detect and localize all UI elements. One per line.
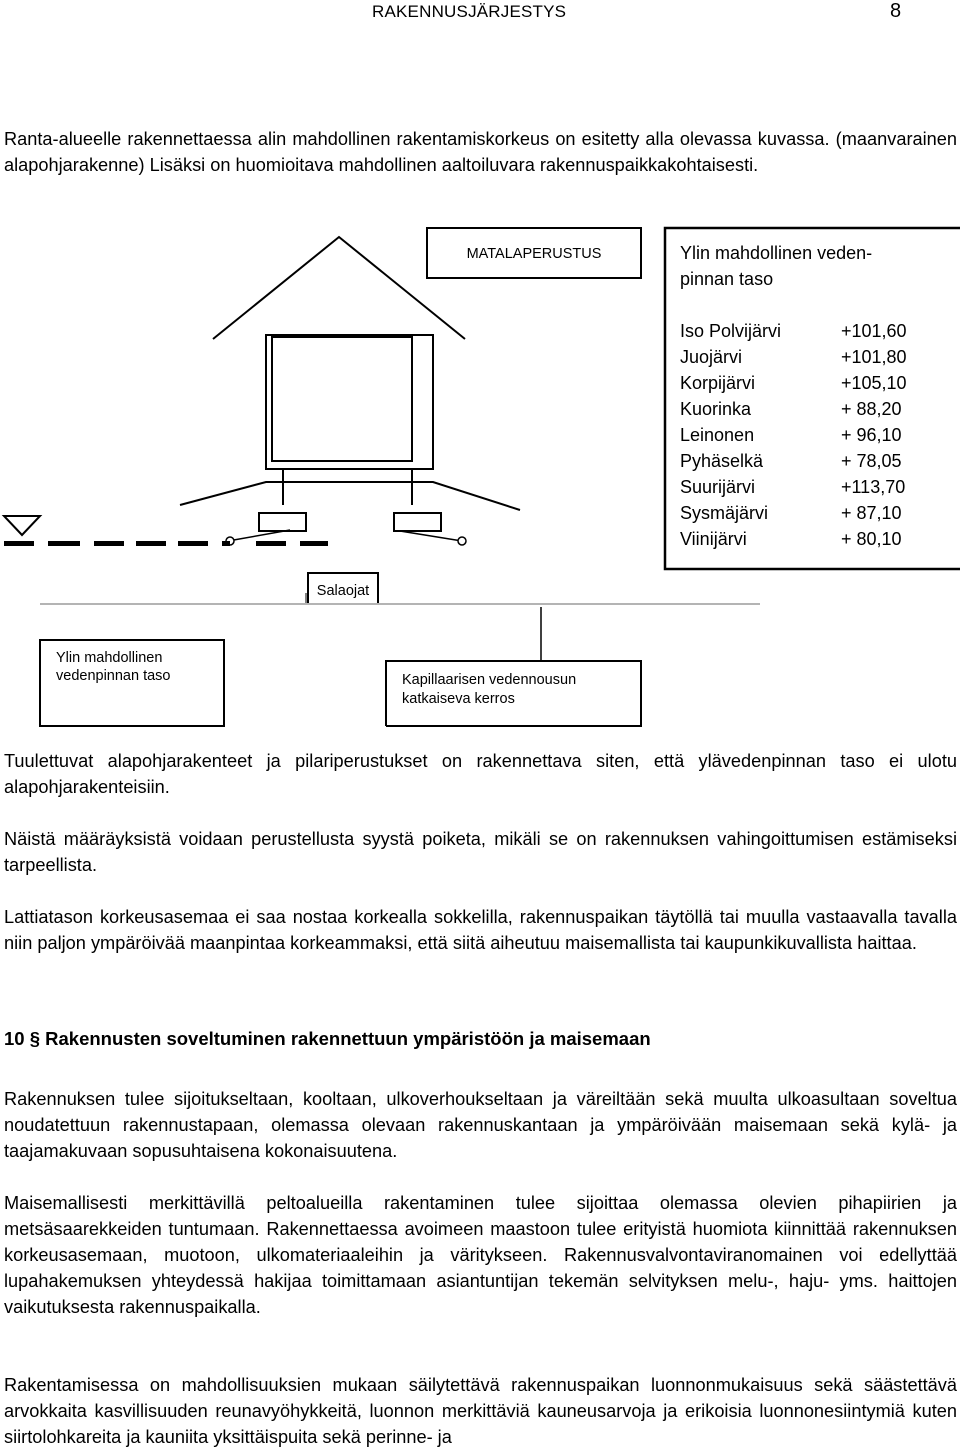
house-wall — [266, 335, 433, 469]
page-number: 8 — [890, 0, 902, 22]
water-level-label-line1: Ylin mahdollinen — [56, 650, 163, 666]
lake-level: + 80,10 — [841, 529, 902, 549]
lake-level: + 87,10 — [841, 503, 902, 523]
lake-level: +105,10 — [841, 373, 907, 393]
lake-name: Sysmäjärvi — [680, 503, 769, 523]
paragraph: Lattiatason korkeusasemaa ei saa nostaa korkealla sokkelilla, rakennuspaikan täytöllä tai muulla vastaavalla tavalla niin paljon ympäröivää maanpintaa korkeammaksi, että siitä aiheutuu maisemallista tai kaupunkikuvallista haittaa. — [4, 907, 957, 953]
section-paragraph: Rakennuksen tulee sijoitukseltaan, kooltaan, ulkoverhoukseltaan ja väreiltään sekä muulta ulkoasultaan soveltua noudatettuun rakennustapaan, olemassa olevaan rakennuskantaan ja ympäröivään maisemaan sekä kylä- ja taajamakuvaan sopusuhtaisena kokonaisuutena. — [4, 1089, 957, 1161]
lake-name: Viinijärvi — [680, 529, 747, 549]
footing-left — [259, 513, 306, 531]
footing-right — [394, 513, 441, 531]
section-paragraph: Maisemallisesti merkittävillä peltoalueilla rakentaminen tulee sijoittaa olemassa olevien pihapiirien ja metsäsaarekkeiden tuntumaan. Rakennettaessa avoimeen maastoon tulee erityistä huomiota kiinnittää rakennuksen korkeusasemaan, muotoon, ulkomateriaaleihin ja väritykseen. Rakennusvalvontaviranomainen voi edellyttää lupahakemuksen yhteydessä hakijaa toimittamaan asiantuntijan tekemän selvityksen melu-, haju- yms. haittojen vaikutuksesta rakennuspaikalla. — [4, 1193, 957, 1317]
lake-name: Iso Polvijärvi — [680, 321, 782, 341]
water-level-label-line2: vedenpinnan taso — [56, 668, 171, 684]
lake-name: Leinonen — [680, 425, 755, 445]
lake-level: +101,60 — [841, 321, 907, 341]
lake-name: Pyhäselkä — [680, 451, 764, 471]
section-paragraph: Rakentamisessa on mahdollisuuksien mukaan säilytettävä rakennuspaikan luonnonmukaisuus sekä säästettävä arvokkaita kasvillisuuden reunavyöhykkeitä, luonnon merkittäviä kauneusarvoja ja erikoisia luonnonesiintymiä kuten siirtolohkareita ja kauniita yksittäispuita sekä perinne- ja — [4, 1375, 957, 1447]
lake-name: Kuorinka — [680, 399, 752, 419]
drain-right — [458, 537, 466, 545]
lake-name: Juojärvi — [680, 347, 743, 367]
water-table-title-line1: Ylin mahdollinen veden- — [680, 243, 873, 263]
intro-paragraph: Ranta-alueelle rakennettaessa alin mahdollinen rakentamiskorkeus on esitetty alla olevassa kuvassa. (maanvarainen alapohjarakenne) Lisäksi on huomioitava mahdollinen aaltoiluvara rakennuspaikkakohtaisesti. — [4, 129, 957, 175]
lake-name: Suurijärvi — [680, 477, 756, 497]
section-heading: 10 § Rakennusten soveltuminen rakennettuun ympäristöön ja maisemaan — [4, 1028, 651, 1049]
paragraph: Näistä määräyksistä voidaan perustellusta syystä poiketa, mikäli se on rakennuksen vahingoittumisen estämiseksi tarpeellista. — [4, 829, 957, 875]
paragraph: Tuulettuvat alapohjarakenteet ja pilariperustukset on rakennettava siten, että ylävedenpinnan taso ei ulotu alapohjarakenteisiin. — [4, 751, 957, 797]
drain-label: Salaojat — [316, 583, 370, 599]
lake-name: Korpijärvi — [680, 373, 756, 393]
lake-level: + 78,05 — [841, 451, 902, 471]
lake-level: + 96,10 — [841, 425, 902, 445]
document-header-title: RAKENNUSJÄRJESTYS — [372, 2, 567, 21]
capillary-label-line2: katkaiseva kerros — [402, 691, 515, 707]
ground-slope-left — [180, 482, 520, 510]
water-table-title-line2: pinnan taso — [680, 269, 774, 289]
lake-level: +113,70 — [841, 477, 906, 497]
lake-level: +101,80 — [841, 347, 907, 367]
water-level-symbol — [4, 516, 40, 535]
drain-pipe-right — [400, 531, 462, 541]
foundation-diagram — [0, 225, 960, 735]
capillary-label-line1: Kapillaarisen vedennousun — [402, 672, 577, 688]
foundation-label: MATALAPERUSTUS — [466, 246, 602, 262]
water-table-line — [4, 541, 328, 546]
lake-level: + 88,20 — [841, 399, 902, 419]
